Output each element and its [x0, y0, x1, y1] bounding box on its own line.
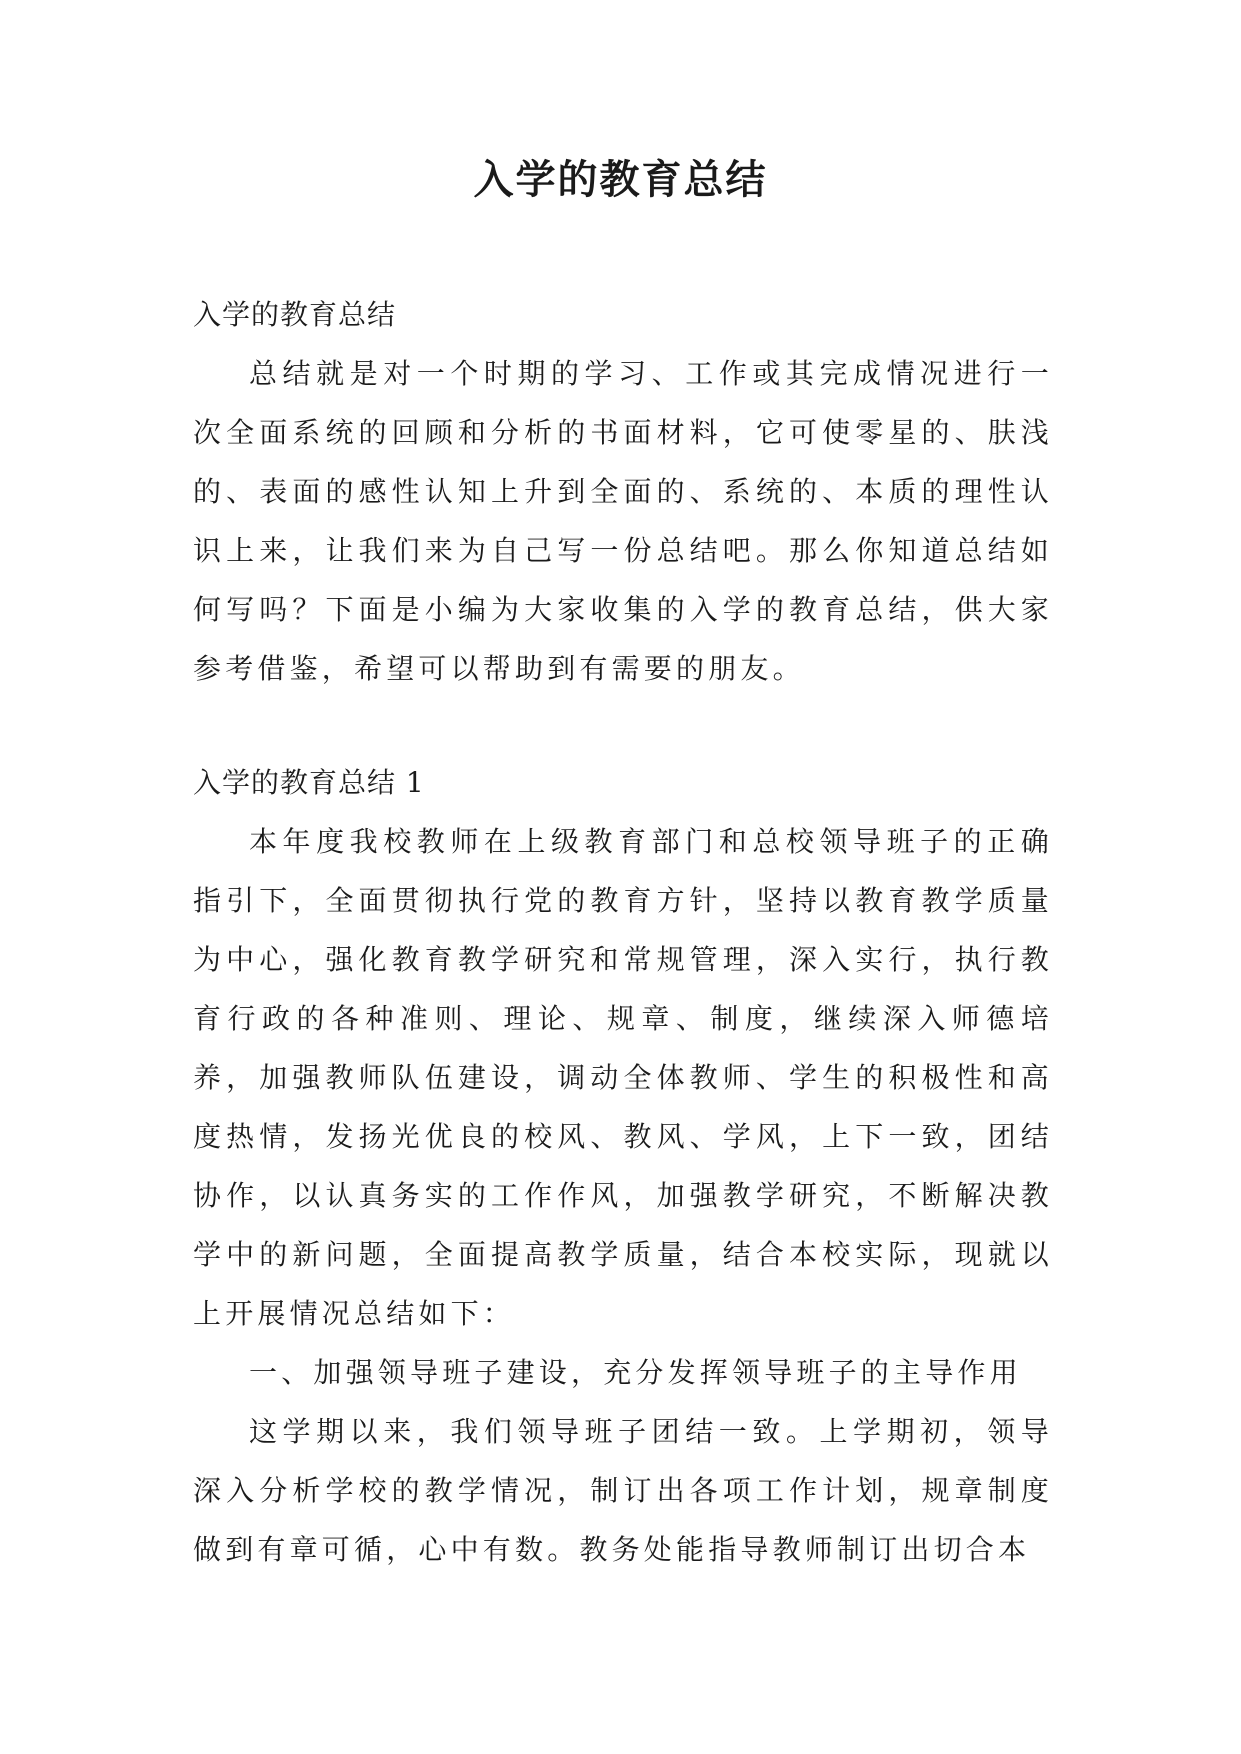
- intro-paragraph: 总结就是对一个时期的学习、工作或其完成情况进行一次全面系统的回顾和分析的书面材料，它可使零星的、肤浅的、表面的感性认知上升到全面的、系统的、本质的理性认识上来，让我们来为自己写一份总结吧。那么你知道总结如何写吗？下面是小编为大家收集的入学的教育总结，供大家参考借鉴，希望可以帮助到有需要的朋友。: [193, 357, 1053, 685]
- section-1-paragraph-3: 这学期以来，我们领导班子团结一致。上学期初，领导深入分析学校的教学情况，制订出各项工作计划，规章制度做到有章可循，心中有数。教务处能指导教师制订出切合本: [193, 1415, 1053, 1566]
- document-body: [193, 285, 1053, 1579]
- document-title: 入学的教育总结: [473, 157, 768, 203]
- section-spacer: [193, 698, 1053, 753]
- section-1-paragraph-1: 本年度我校教师在上级教育部门和总校领导班子的正确指引下，全面贯彻执行党的教育方针，坚持以教育教学质量为中心，强化教育教学研究和常规管理，深入实行，执行教育行政的各种准则、理论、规章、制度，继续深入师德培养，加强教师队伍建设，调动全体教师、学生的积极性和高度热情，发扬光优良的校风、教风、学风，上下一致，团结协作，以认真务实的工作作风，加强教学研究，不断解决教学中的新问题，全面提高教学质量，结合本校实际，现就以上开展情况总结如下：: [193, 825, 1053, 1330]
- section-1-heading: 入学的教育总结 1: [193, 766, 425, 799]
- section-1-paragraph-2: 一、加强领导班子建设，充分发挥领导班子的主导作用: [249, 1356, 1022, 1389]
- intro-heading: 入学的教育总结: [193, 298, 397, 331]
